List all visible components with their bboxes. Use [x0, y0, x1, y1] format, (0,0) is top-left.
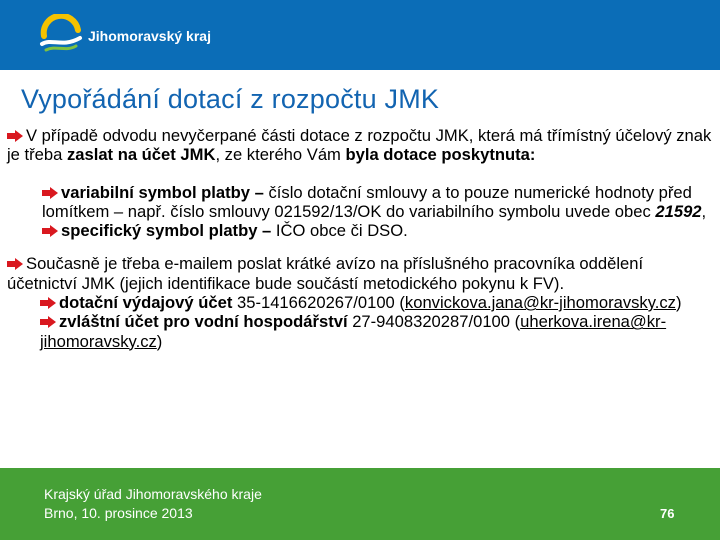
- red-arrow-icon: [40, 316, 56, 328]
- red-arrow-icon: [42, 225, 58, 237]
- red-arrow-icon: [7, 258, 23, 270]
- slide-content: [7, 126, 713, 351]
- footer-organization: Krajský úřad Jihomoravského kraje: [44, 486, 262, 502]
- account-item-2: zvláštní účet pro vodní hospodářství 27-9408320287/0100 (uherkova.irena@kr-jihomoravsky.cz): [40, 312, 667, 351]
- footer-bar: [0, 468, 720, 540]
- account-item-1: dotační výdajový účet 35-1416620267/0100 (konvickova.jana@kr-jihomoravsky.cz): [7, 293, 713, 312]
- red-arrow-icon: [7, 130, 23, 142]
- page-number: 76: [660, 506, 675, 521]
- email-link-uherkova[interactable]: uherkova.irena@kr-jihomoravsky.cz: [40, 312, 667, 351]
- red-arrow-icon: [42, 187, 58, 199]
- slide-title: Vypořádání dotací z rozpočtu JMK: [21, 84, 440, 114]
- brand-name: Jihomoravský kraj: [88, 28, 211, 44]
- footer-date: Brno, 10. prosince 2013: [44, 505, 193, 521]
- specific-symbol-item: specifický symbol platby – IČO obce či DSO.: [7, 221, 713, 240]
- jihomoravsky-kraj-logo-icon: [38, 14, 84, 54]
- notice-paragraph: Současně je třeba e-mailem poslat krátké avízo na příslušného pracovníka oddělení účetnictví JMK (jejich identifikace bude součástí metodického pokynu k FV).: [7, 254, 644, 293]
- intro-paragraph: V případě odvodu nevyčerpané části dotace z rozpočtu JMK, která má třímístný účelový znak je třeba zaslat na účet JMK, ze kterého Vám byla dotace poskytnuta:: [7, 126, 712, 165]
- variable-symbol-item: variabilní symbol platby – číslo dotační smlouvy a to pouze numerické hodnoty před lomítkem – např. číslo smlouvy 021592/13/OK do variabilního symbolu uvede obec 21592,: [42, 182, 707, 221]
- email-link-konvickova[interactable]: konvickova.jana@kr-jihomoravsky.cz: [404, 293, 676, 313]
- header-bar: [0, 0, 720, 70]
- red-arrow-icon: [40, 297, 56, 309]
- footer-text: [44, 485, 262, 523]
